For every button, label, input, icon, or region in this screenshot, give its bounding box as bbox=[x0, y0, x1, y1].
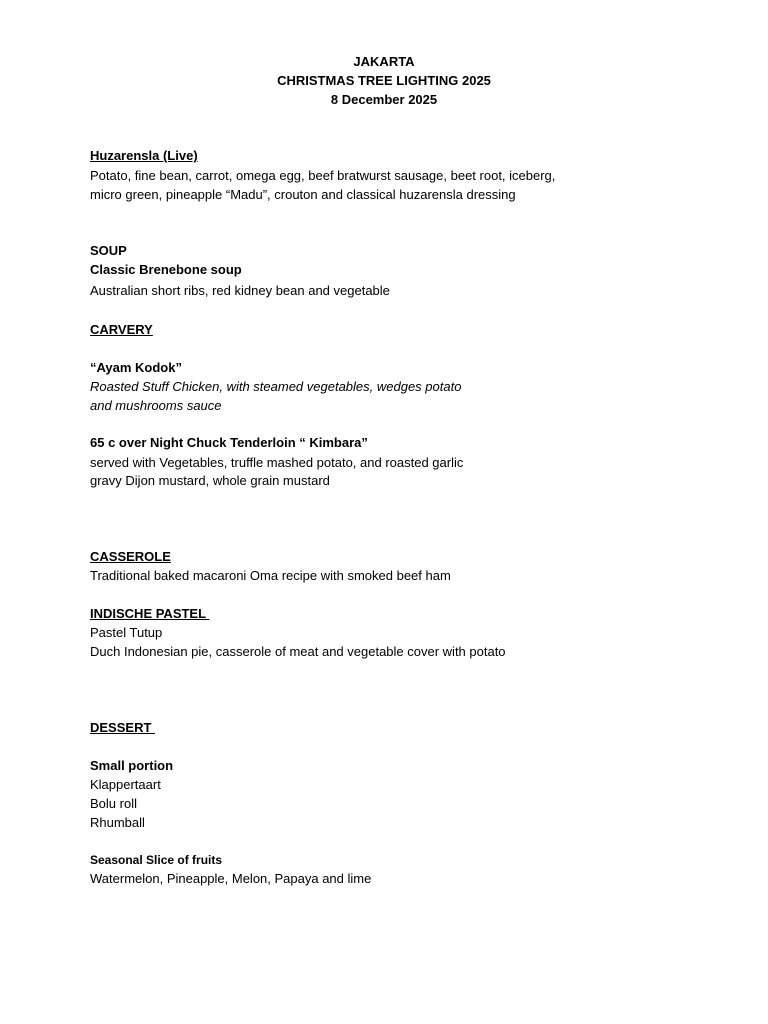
carvery-item-2-desc-line-2: gravy Dijon mustard, whole grain mustard bbox=[90, 473, 330, 488]
fruits-title: Seasonal Slice of fruits bbox=[90, 853, 223, 867]
carvery-item-1-title: “Ayam Kodok” bbox=[90, 360, 182, 375]
dessert-heading: DESSERT bbox=[90, 720, 156, 735]
carvery-item-2-title: 65 c over Night Chuck Tenderloin “ Kimbara” bbox=[90, 435, 368, 450]
carvery-item-2-desc-line-1: served with Vegetables, truffle mashed potato, and roasted garlic bbox=[90, 455, 464, 470]
dessert-item: Bolu roll bbox=[90, 796, 137, 811]
huzarensla-title: Huzarensla (Live) bbox=[90, 148, 198, 163]
soup-title: Classic Brenebone soup bbox=[90, 262, 242, 277]
carvery-heading: CARVERY bbox=[90, 322, 153, 337]
soup-desc: Australian short ribs, red kidney bean and vegetable bbox=[90, 283, 390, 298]
carvery-item-1-desc-line-2: and mushrooms sauce bbox=[90, 398, 222, 413]
casserole-desc: Traditional baked macaroni Oma recipe with smoked beef ham bbox=[90, 568, 451, 583]
huzarensla-desc-line-1: Potato, fine bean, carrot, omega egg, beef bratwurst sausage, beet root, iceberg, bbox=[90, 168, 556, 183]
casserole-heading: CASSEROLE bbox=[90, 549, 171, 564]
soup-heading: SOUP bbox=[90, 243, 127, 258]
dessert-small-title: Small portion bbox=[90, 758, 174, 773]
menu-header bbox=[0, 52, 768, 109]
indische-desc: Duch Indonesian pie, casserole of meat and vegetable cover with potato bbox=[90, 644, 506, 659]
event-date: 8 December 2025 bbox=[330, 92, 438, 107]
dessert-item: Klappertaart bbox=[90, 777, 161, 792]
city-title: JAKARTA bbox=[353, 54, 415, 69]
carvery-item-1-desc-line-1: Roasted Stuff Chicken, with steamed vegetables, wedges potato bbox=[90, 379, 462, 394]
indische-item: Pastel Tutup bbox=[90, 625, 163, 640]
event-title: CHRISTMAS TREE LIGHTING 2025 bbox=[277, 73, 491, 88]
indische-heading: INDISCHE PASTEL bbox=[90, 606, 210, 621]
fruits-desc: Watermelon, Pineapple, Melon, Papaya and lime bbox=[90, 871, 372, 886]
huzarensla-desc-line-2: micro green, pineapple “Madu”, crouton and classical huzarensla dressing bbox=[90, 187, 516, 202]
dessert-item: Rhumball bbox=[90, 815, 145, 830]
